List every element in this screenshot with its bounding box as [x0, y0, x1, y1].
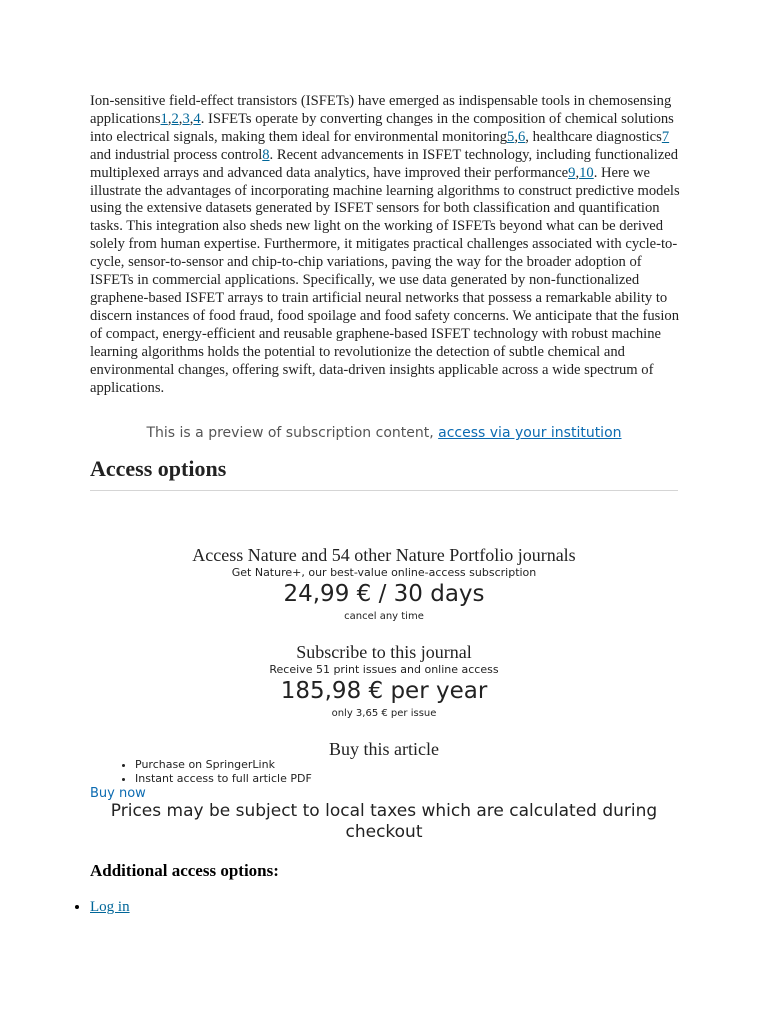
offer-title: Buy this article	[329, 739, 439, 759]
reference-4[interactable]	[193, 111, 200, 127]
buy-article-features	[90, 758, 312, 785]
list-item	[90, 898, 130, 916]
offer-title: Access Nature and 54 other Nature Portfolio journals	[192, 545, 576, 565]
reference-link[interactable]: 3	[182, 110, 190, 127]
institution-access-link[interactable]: access via your institution	[438, 425, 622, 441]
access-options-heading: Access options	[90, 456, 678, 491]
offer-note: only 3,65 € per issue	[331, 708, 437, 719]
reference-link[interactable]: 2	[171, 110, 179, 127]
reference-link[interactable]: 10	[579, 164, 594, 181]
reference-10[interactable]	[579, 165, 594, 181]
reference-link[interactable]: 5	[507, 128, 515, 145]
preview-text: This is a preview of subscription content,	[146, 425, 439, 441]
offer-price: 185,98 € per year	[280, 678, 488, 704]
list-item: • Instant access to full article PDF	[135, 772, 312, 786]
reference-separator: ,	[189, 110, 194, 127]
nature-plus-offer	[90, 545, 678, 624]
reference-link[interactable]: 8	[262, 146, 270, 163]
reference-link[interactable]: 9	[568, 164, 576, 181]
reference-link[interactable]: 1	[160, 110, 168, 127]
reference-8[interactable]	[262, 147, 269, 163]
offer-subtitle: Receive 51 print issues and online access	[269, 663, 499, 676]
preview-notice	[90, 425, 678, 441]
additional-access-list	[66, 898, 130, 916]
additional-access-heading: Additional access options:	[90, 861, 279, 880]
reference-separator: ,	[575, 164, 580, 181]
journal-subscription-offer	[90, 642, 678, 721]
reference-separator: ,	[178, 110, 183, 127]
login-link[interactable]: Log in	[90, 899, 130, 915]
buy-now-button[interactable]: Buy now	[90, 786, 146, 801]
reference-link[interactable]: 4	[193, 110, 201, 127]
abstract-text: . Recent advancements in ISFET technology, including functionalized multiplexed arrays and advanced data analytics, have improved their performance	[90, 146, 679, 181]
list-item: • Purchase on SpringerLink	[135, 758, 312, 772]
offer-price: 24,99 € / 30 days	[283, 581, 485, 607]
tax-note: Prices may be subject to local taxes which are calculated during checkout	[110, 801, 658, 842]
abstract-text: and industrial process control	[90, 146, 263, 163]
offer-subtitle: Get Nature+, our best-value online-access subscription	[231, 566, 537, 579]
reference-2[interactable]	[171, 111, 178, 127]
reference-1[interactable]	[161, 111, 168, 127]
reference-separator: ,	[167, 110, 172, 127]
reference-link[interactable]: 6	[517, 128, 526, 145]
abstract-text: . Here we illustrate the advantages of incorporating machine learning algorithms to construct predictive models using the extensive datasets generated by ISFET sensors for both classification and quantification tasks. This integration also sheds new light on the working of ISFETs beyond what can be derived solely from human expertise. Furthermore, it mitigates practical challenges associated with cycle-to-cycle, sensor-to-sensor and chip-to-chip variations, paving the way for the broader adoption of ISFETs in commercial applications. Specifically, we use data generated by non-functionalized graphene-based ISFET arrays to train artificial neural networks that possess a remarkable ability to discern instances of food fraud, food spoilage and food safety concerns. We anticipate that the fusion of compact, energy-efficient and reusable graphene-based ISFET technology with robust machine learning algorithms holds the potential to revolutionize the detection of subtle chemical and environmental changes, offering swift, data-driven insights applicable across a wide spectrum of applications.	[90, 164, 680, 396]
offer-note: cancel any time	[344, 611, 424, 622]
buy-article-offer	[90, 739, 678, 759]
reference-3[interactable]	[182, 111, 189, 127]
abstract-text: Ion-sensitive field-effect transistors (ISFETs) have emerged as indispensable tools in chemosensing applications	[90, 93, 672, 127]
abstract-paragraph	[90, 93, 680, 397]
offer-title: Subscribe to this journal	[296, 642, 472, 662]
abstract-text: , healthcare diagnostics	[525, 128, 662, 145]
reference-separator: ,	[514, 128, 518, 145]
abstract-text: . ISFETs operate by converting changes in the composition of chemical solutions into electrical signals, making them ideal for environmental monitoring	[90, 110, 674, 145]
reference-link[interactable]: 7	[661, 128, 670, 145]
reference-7[interactable]	[662, 129, 669, 145]
